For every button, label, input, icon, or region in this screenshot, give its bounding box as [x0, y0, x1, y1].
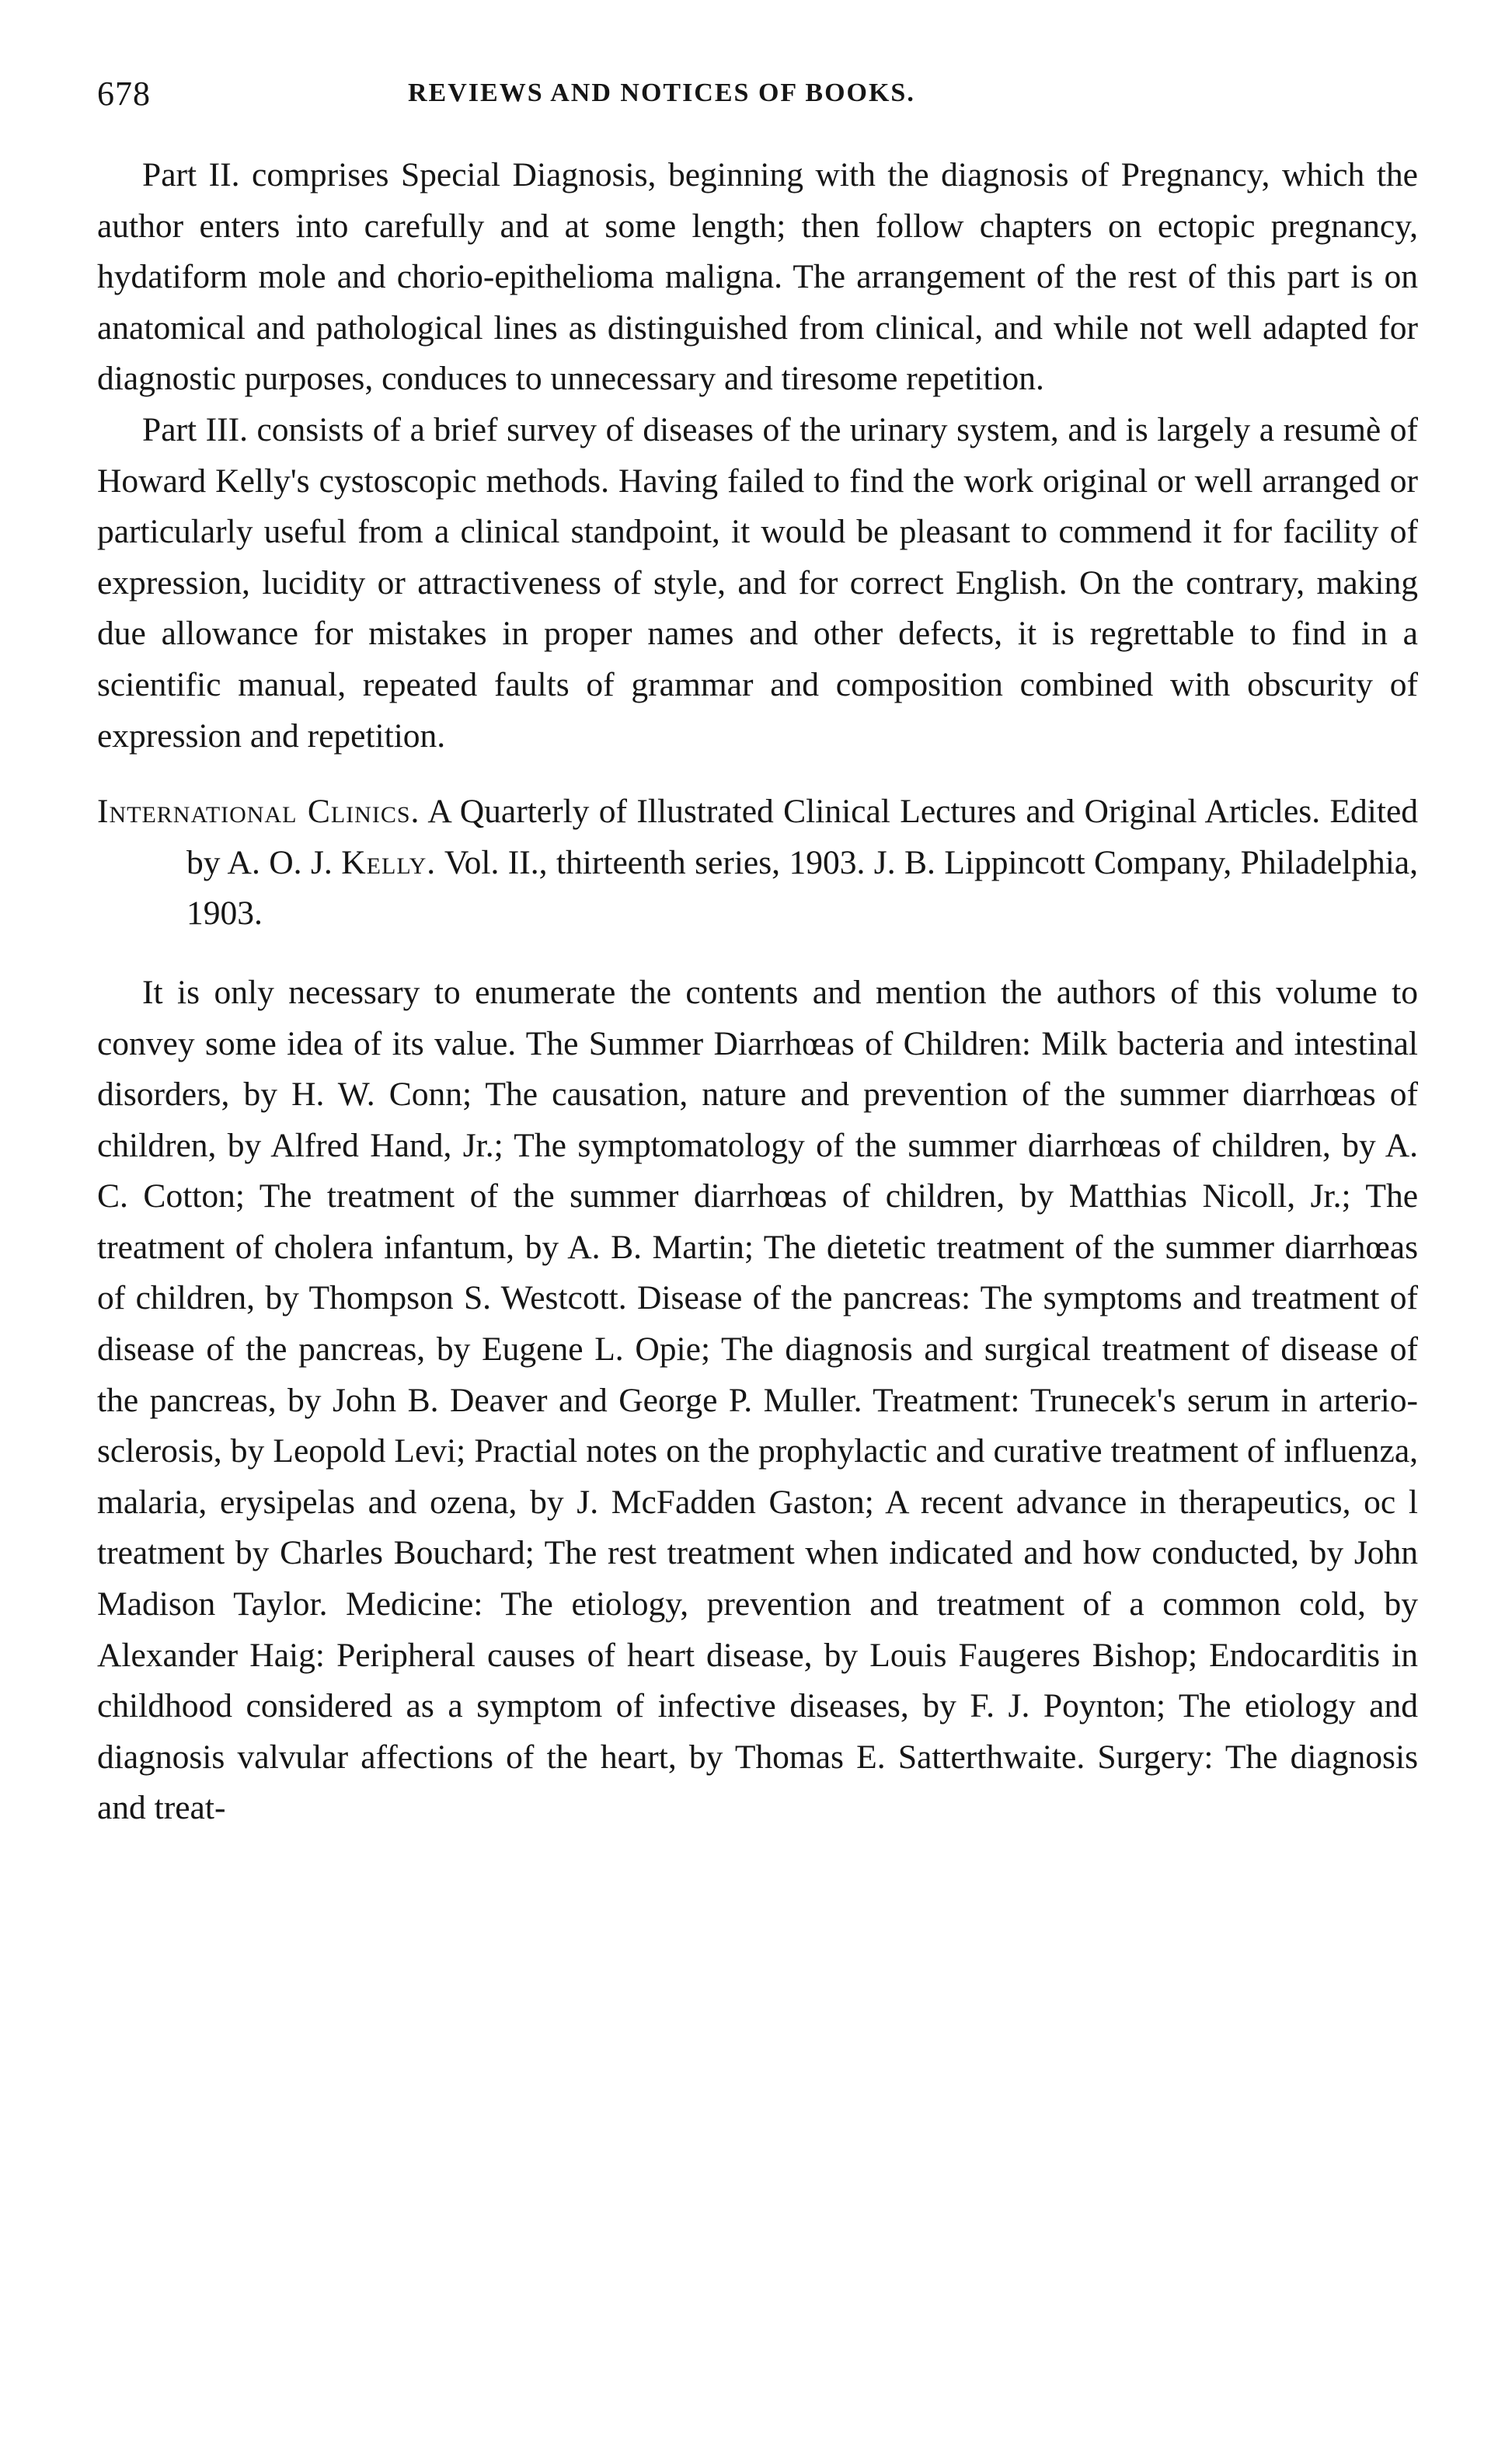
citation-editor: Kelly. — [341, 843, 437, 881]
book-citation — [97, 786, 1418, 940]
citation-description: A Quarterly of Illustrated Clinical Lectures and Original Articles. Edited by A. O. J. — [186, 793, 1418, 881]
citation-details: Vol. II., thirteenth series, 1903. J. B. Lippincott Company, Philadelphia, 1903. — [186, 843, 1418, 933]
book-page — [97, 74, 1418, 1834]
paragraph-part-two: Part II. comprises Special Diagnosis, beginning with the diagnosis of Pregnancy, which the author enters into carefully and at some length; then follow chapters on ectopic pregnancy, hydatiform mole and chorio-epithelioma maligna. The arrangement of the rest of this part is on anatomical and pathological lines as distinguished from clinical, and while not well adapted for diagnostic purposes, conduces to unnecessary and tiresome repetition. — [97, 156, 1418, 398]
page-number: 678 — [97, 75, 151, 113]
citation-title: International Clinics. — [97, 793, 420, 831]
paragraph-part-three: Part III. consists of a brief survey of diseases of the urinary system, and is largely a resumè of Howard Kelly's cystoscopic methods. Having failed to find the work original or well arranged or particularly useful from a clinical standpoint, it would be pleasant to commend it for facility of expression, lucidity or attractiveness of style, and for correct English. On the contrary, making due allowance for mistakes in proper names and other defects, it is regrettable to find in a scientific manual, repeated faults of grammar and composition combined with obscurity of expression and repetition. — [97, 410, 1418, 755]
running-title: REVIEWS AND NOTICES OF BOOKS. — [408, 78, 915, 107]
running-head — [97, 74, 1418, 120]
review-paragraph: It is only necessary to enumerate the contents and mention the authors of this volume to convey some idea of its value. The Summer Diarrhœas of Children: Milk bacteria and intestinal disorders, by H. W. Conn; The causation, nature and prevention of the summer diarrhœas of children, by Alfred Hand, Jr.; The symptomatology of the summer diarrhœas of children, by A. C. Cotton; The treatment of the summer diarrhœas of children, by Matthias Nicoll, Jr.; The treatment of cholera infantum, by A. B. Martin; The dietetic treatment of the summer diarrhœas of children, by Thompson S. Westcott. Disease of the pancreas: The symptoms and treatment of disease of the pancreas, by Eugene L. Opie; The diagnosis and surgical treatment of disease of the pancreas, by John B. Deaver and George P. Muller. Treatment: Trunecek's serum in arterio-sclerosis, by Leopold Levi; Practial notes on the prophylactic and curative treatment of influenza, malaria, erysipelas and ozena, by J. McFadden Gaston; A recent advance in therapeutics, oc l treatment by Charles Bouchard; The rest treatment when indicated and how conducted, by John Madison Taylor. Medicine: The etiology, prevention and treatment of a common cold, by Alexander Haig: Peripheral causes of heart disease, by Louis Faugeres Bishop; Endocarditis in childhood considered as a symptom of infective diseases, by F. J. Poynton; The etiology and diagnosis valvular affections of the heart, by Thomas E. Satterthwaite. Surgery: The diagnosis and treat- — [97, 973, 1418, 1827]
